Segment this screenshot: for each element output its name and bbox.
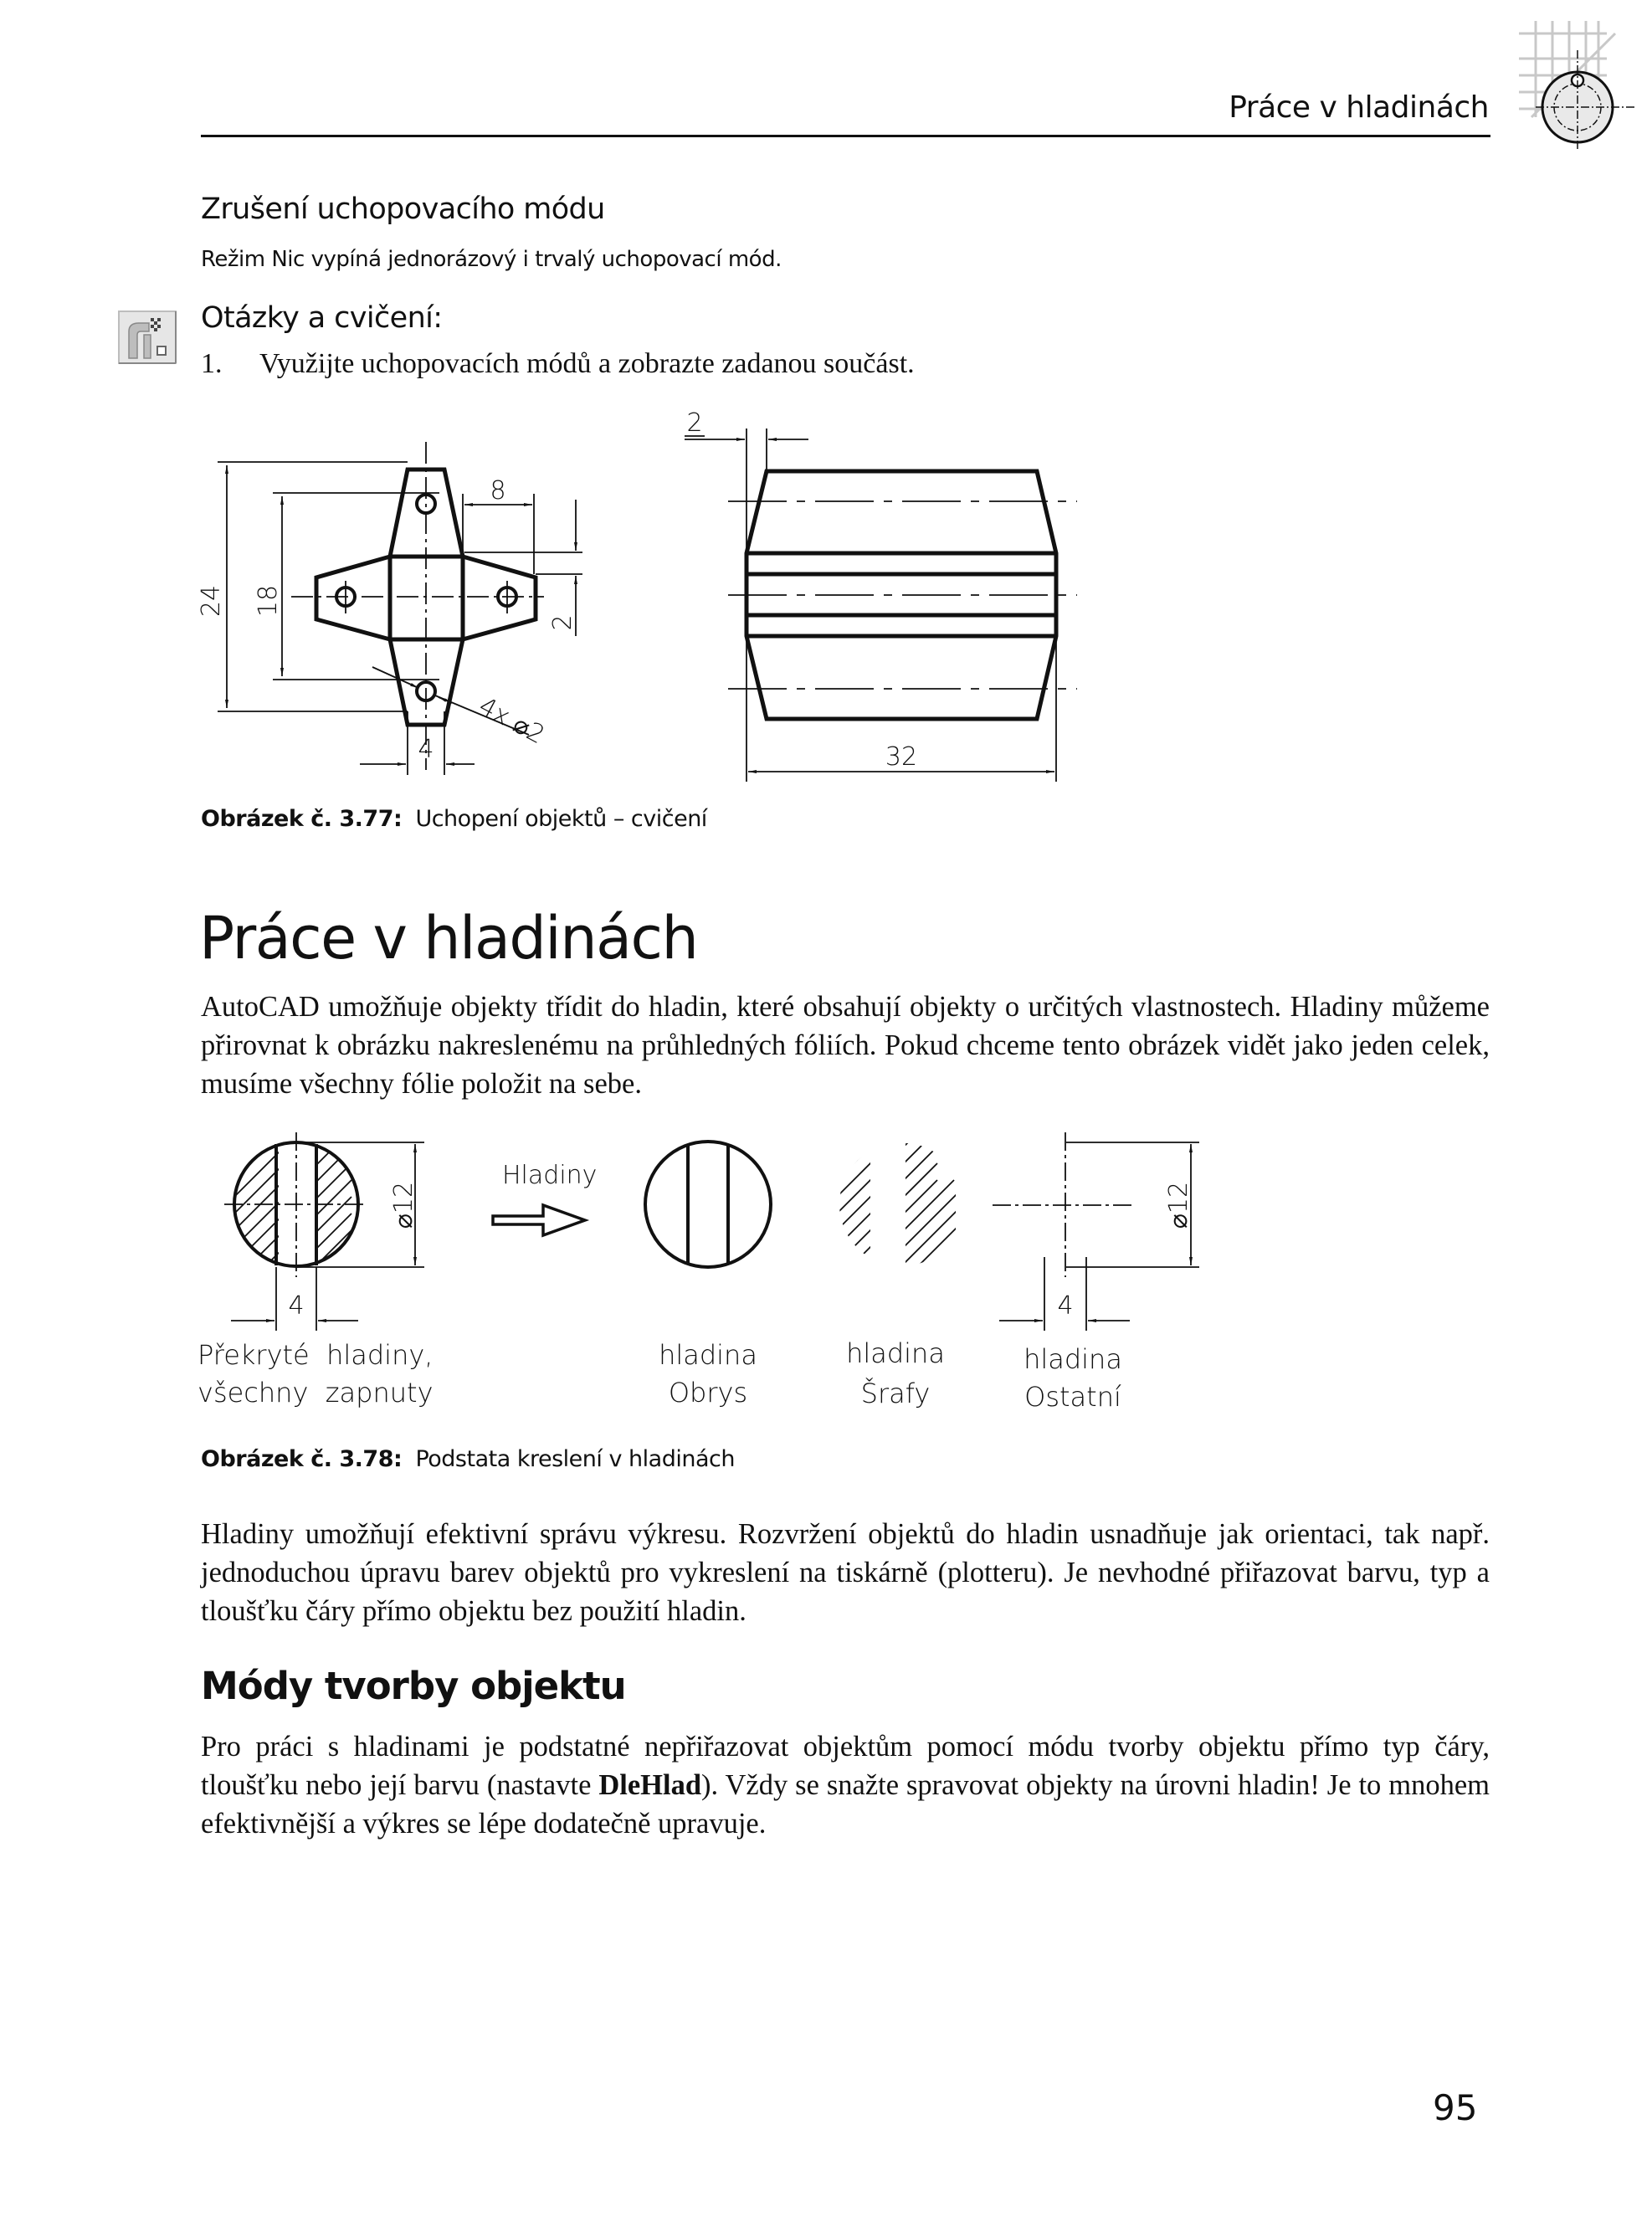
dim-4: 4 [418, 735, 434, 764]
dim-diameter: ⌀12 [1164, 1181, 1193, 1229]
layer-outline-drawing [645, 1142, 771, 1267]
panel-label-line2: Obrys [668, 1377, 748, 1409]
right-arrow-icon [493, 1205, 585, 1235]
layer-other-drawing [993, 1132, 1199, 1331]
dim-width: 4 [288, 1291, 305, 1321]
layers-paragraph: Hladiny umožňují efektivní správu výkresu. Rozvržení objektů do hladin usnadňuje jak orientaci, tak např. jednoduchou úpravu barev objektů pro vykreslení na tiskárně (plotteru). Je nevhodné přiřazovat barvu, typ a tloušťku čáry přímo objektu bez použití hladin. [201, 1518, 1490, 1627]
page-number: 95 [1433, 2087, 1478, 2128]
figure-label: Obrázek č. 3.77: [201, 806, 403, 832]
figure-caption-text: Uchopení objektů – cvičení [415, 806, 707, 832]
cad-drawing-icon [1498, 8, 1640, 151]
exercise-text: Využijte uchopovacích módů a zobrazte zadanou součást. [259, 348, 915, 379]
layers-arrow-label: Hladiny [502, 1161, 598, 1190]
section-title: Práce v hladinách [199, 904, 698, 972]
combined-layers-drawing [218, 1121, 424, 1364]
subsection-text: Režim Nic vypíná jednorázový i trvalý uchopovací mód. [201, 247, 782, 272]
modes-text-after: ). Vždy se snažte spravovat objekty na úrovni hladin! Je to mnohem efektivnější a výkres se lépe dodatečně upravuje. [201, 1769, 1490, 1840]
figure-label: Obrázek č. 3.78: [201, 1446, 403, 1472]
exercises-heading: Otázky a cvičení: [201, 301, 443, 335]
modes-text-before: Pro práci s hladinami je podstatné nepřiřazovat objektům pomocí módu tvorby objektu přímo typ čáry, tloušťku nebo její barvu (nastavte [201, 1731, 1490, 1801]
dim-32: 32 [885, 742, 918, 772]
exercise-icon [117, 310, 177, 365]
panel-label-line1: hladina [659, 1339, 757, 1371]
subsection-heading: Zrušení uchopovacího módu [201, 192, 605, 226]
subsection-title: Módy tvorby objektu [201, 1664, 626, 1708]
intro-paragraph: AutoCAD umožňuje objekty třídit do hladin, které obsahují objekty o určitých vlastnostech. Hladiny můžeme přirovnat k obrázku nakreslenému na průhledných fóliích. Pokud chceme tento obrázek vidět jako jeden celek, musíme všechny fólie položit na sebe. [201, 991, 1490, 1100]
running-header-title: Práce v hladinách [1229, 90, 1489, 125]
header-rule [201, 135, 1490, 137]
dim-2-chamfer: 2 [686, 408, 703, 438]
layer-hatch-drawing [803, 1121, 971, 1347]
panel-label-line2: všechny zapnuty [198, 1377, 434, 1409]
panel-label-line1: hladina [1024, 1343, 1122, 1375]
dim-18: 18 [254, 584, 283, 618]
exercise-number: 1. [201, 348, 223, 379]
figure-caption [201, 806, 707, 832]
dim-width: 4 [1057, 1291, 1074, 1321]
panel-label-line1: hladina [846, 1337, 945, 1369]
dim-diameter: ⌀12 [389, 1181, 418, 1229]
dim-8: 8 [490, 476, 506, 505]
exercise-item [201, 348, 915, 380]
figure-caption [201, 1446, 735, 1472]
dim-2-offset: 2 [548, 614, 577, 631]
panel-label-line2: Šrafy [860, 1378, 931, 1409]
dim-holes: 4x ⌀2 [474, 691, 550, 751]
panel-label-line2: Ostatní [1024, 1381, 1121, 1413]
dim-24: 24 [197, 584, 226, 618]
modes-paragraph [201, 1727, 1490, 1843]
panel-label-line1: Překryté hladiny, [198, 1339, 434, 1371]
figure-3-78-drawing [192, 1121, 1247, 1431]
figure-3-77-drawing [184, 393, 1147, 795]
bylayer-term: DleHlad [598, 1769, 702, 1801]
figure-caption-text: Podstata kreslení v hladinách [415, 1446, 735, 1472]
